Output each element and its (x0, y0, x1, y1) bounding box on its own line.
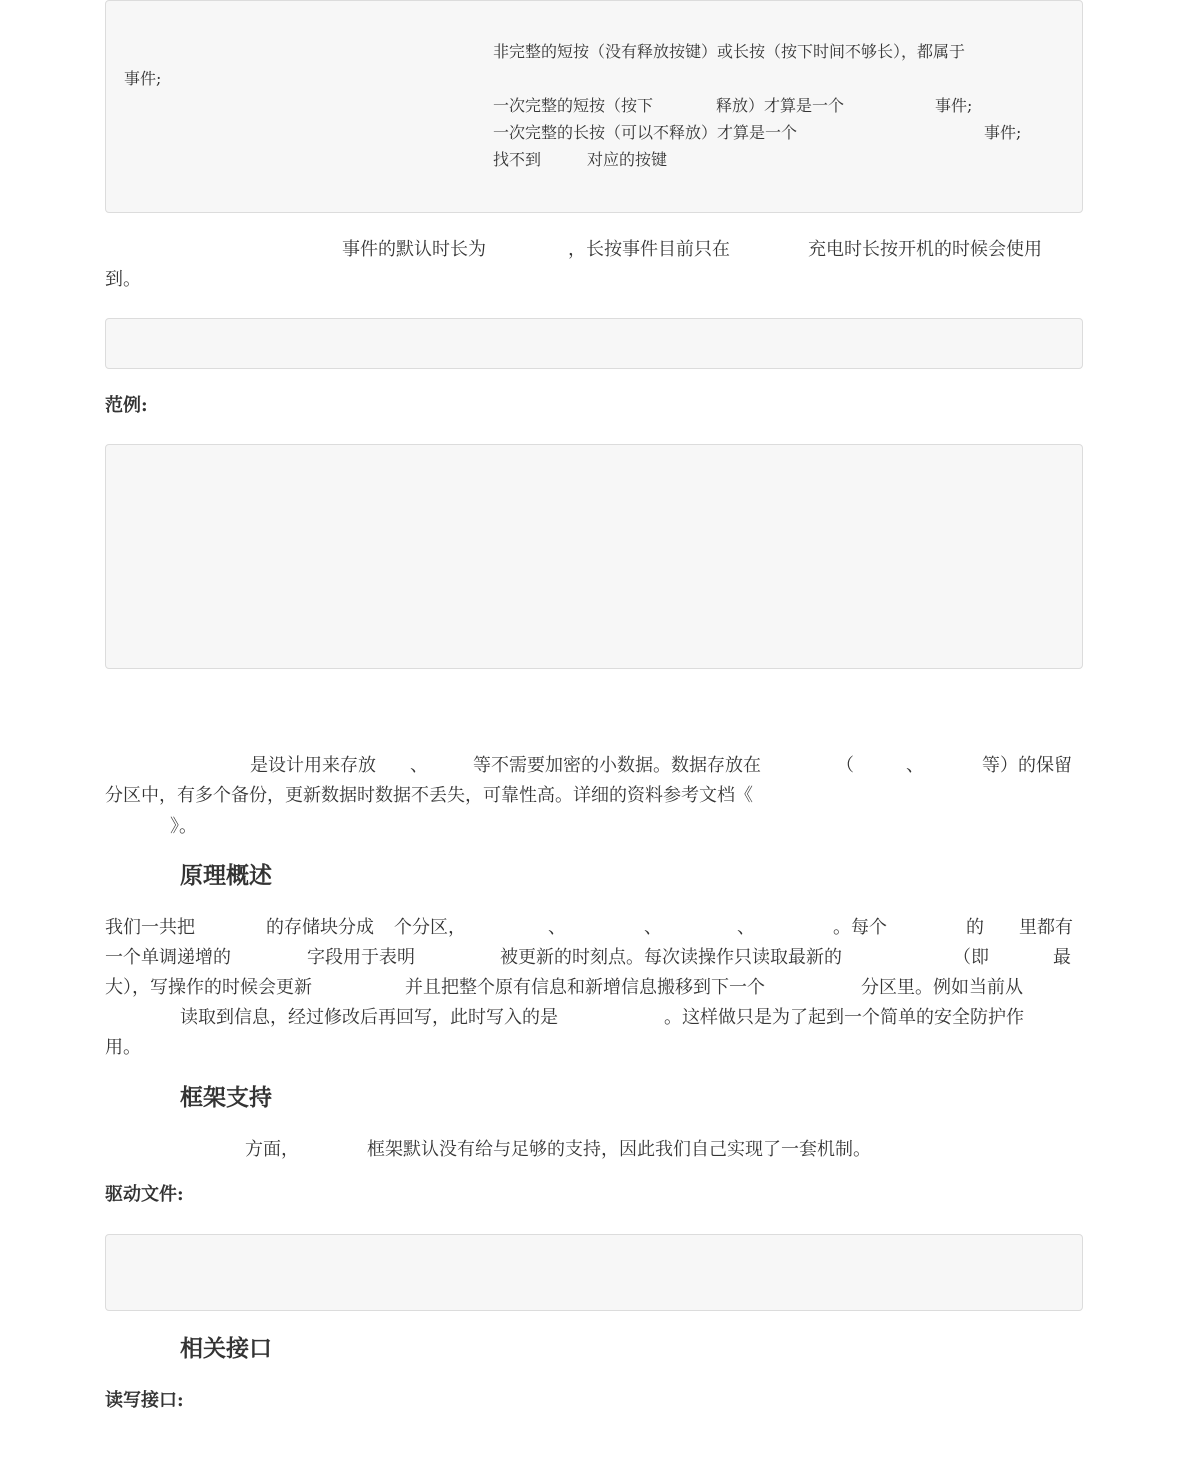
code-line: 找不到 (493, 150, 542, 169)
example-label: 范例: (105, 395, 148, 416)
code-line: 对应的按键 (587, 150, 668, 169)
driver-files-label: 驱动文件: (105, 1184, 184, 1205)
principle-text: 字段用于表明 (307, 947, 415, 968)
principle-text: 。每个 (833, 917, 887, 938)
code-block-driver-files (105, 1234, 1083, 1311)
principle-text: 用。 (105, 1037, 141, 1058)
intro-text: （ (836, 755, 854, 776)
principle-text: （即 (953, 947, 989, 968)
longpress-text: 事件的默认时长为 (342, 239, 486, 260)
principle-text: 、 (737, 917, 755, 938)
intro-text: 是设计用来存放 (250, 755, 376, 776)
principle-text: 、 (644, 917, 662, 938)
principle-text: 最 (1053, 947, 1071, 968)
read-write-api-label: 读写接口: (105, 1390, 184, 1411)
code-block-key-events (105, 0, 1083, 213)
framework-text: 框架默认没有给与足够的支持，因此我们自己实现了一套机制。 (367, 1139, 871, 1160)
code-line: 释放）才算是一个 (716, 96, 845, 115)
intro-text: 分区中，有多个备份，更新数据时数据不丢失，可靠性高。详细的资料参考文档《 (105, 785, 753, 806)
section-heading-framework: 框架支持 (180, 1084, 272, 1111)
code-line: 事件; (935, 96, 973, 115)
section-heading-principle: 原理概述 (180, 862, 272, 889)
principle-text: 的 (966, 917, 984, 938)
code-line: 非完整的短按（没有释放按键）或长按（按下时间不够长），都属于 (493, 42, 966, 61)
code-line: 一次完整的长按（可以不释放）才算是一个 (493, 123, 798, 142)
principle-text: 并且把整个原有信息和新增信息搬移到下一个 (405, 977, 765, 998)
principle-text: 大），写操作的时候会更新 (105, 977, 312, 998)
framework-text: 方面， (245, 1139, 299, 1160)
intro-text: 等不需要加密的小数据。数据存放在 (473, 755, 761, 776)
longpress-text: 到。 (105, 269, 141, 290)
intro-text: 、 (410, 755, 428, 776)
code-block-example (105, 444, 1083, 669)
section-heading-api: 相关接口 (180, 1335, 272, 1362)
principle-text: 个分区， (394, 917, 466, 938)
code-line: 事件; (984, 123, 1022, 142)
longpress-text: ，长按事件目前只在 (568, 239, 730, 260)
code-line: 一次完整的短按（按下 (493, 96, 654, 115)
principle-text: 分区里。例如当前从 (861, 977, 1023, 998)
principle-text: 一个单调递增的 (105, 947, 231, 968)
code-block (105, 318, 1083, 369)
code-line: 事件; (124, 69, 162, 88)
intro-text: 等）的保留 (982, 755, 1072, 776)
principle-text: 里都有 (1019, 917, 1073, 938)
principle-text: 、 (548, 917, 566, 938)
intro-text: 、 (906, 755, 924, 776)
intro-text: 》。 (170, 816, 197, 837)
principle-text: 读取到信息，经过修改后再回写，此时写入的是 (180, 1007, 558, 1028)
principle-text: 。这样做只是为了起到一个简单的安全防护作 (664, 1007, 1024, 1028)
longpress-text: 充电时长按开机的时候会使用 (808, 239, 1042, 260)
principle-text: 的存储块分成 (266, 917, 374, 938)
principle-text: 我们一共把 (105, 917, 195, 938)
principle-text: 被更新的时刻点。每次读操作只读取最新的 (500, 947, 842, 968)
